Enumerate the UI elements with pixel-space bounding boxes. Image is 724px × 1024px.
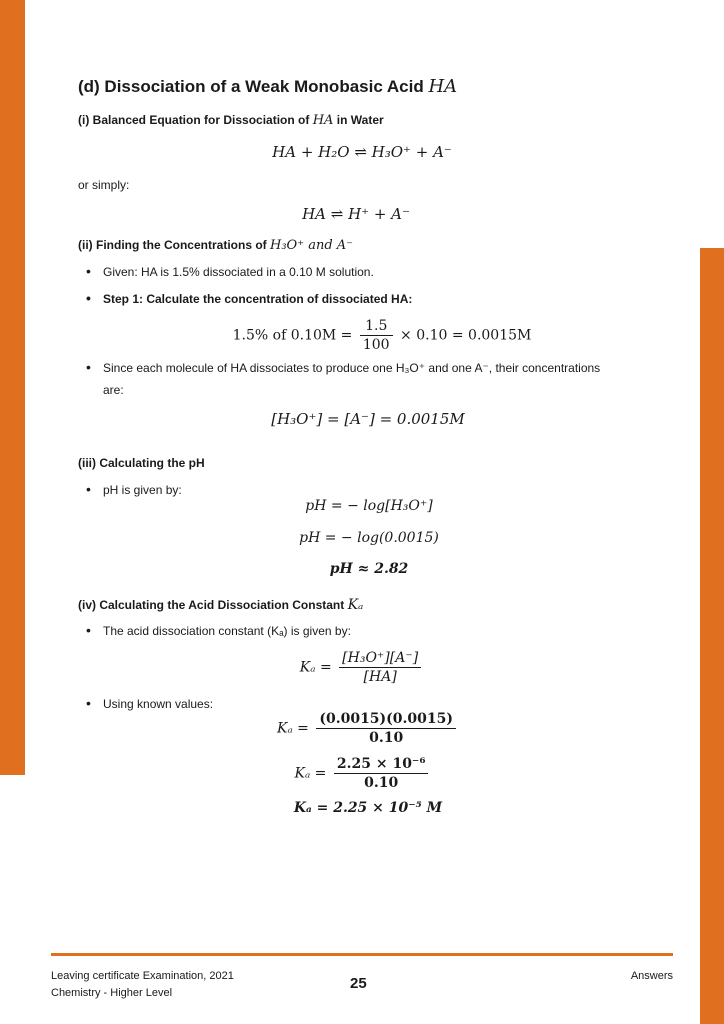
ph-bullet: • pH is given by: — [103, 483, 182, 497]
footer-exam: Leaving certificate Examination, 2021 — [51, 970, 234, 982]
part1-heading-suffix: in Water — [336, 113, 384, 127]
ka-calc-2 — [0, 756, 724, 791]
part1-heading — [78, 113, 384, 128]
known-values-bullet: • Using known values: — [103, 697, 213, 711]
part4-heading-prefix: (iv) Calculating the Acid Dissociation Constant — [78, 598, 345, 612]
ka-calc-1 — [0, 711, 724, 746]
footer-answers: Answers — [630, 970, 673, 982]
ph-equation-1: pH = − log[H₃O⁺] — [305, 498, 433, 514]
ka-calc-2-lhs: Kₐ = — [294, 765, 327, 782]
ph-equation-2: pH = − log(0.0015) — [299, 530, 439, 546]
ka-calc-1-numerator: (0.0015)(0.0015) — [316, 711, 456, 729]
ka-denominator: [HA] — [363, 669, 397, 685]
step1-denominator: 100 — [362, 337, 390, 353]
part1-heading-prefix: (i) Balanced Equation for Dissociation of — [78, 113, 310, 127]
part2-heading — [78, 238, 353, 253]
or-simply-text: or simply: — [78, 178, 130, 192]
ka-definition — [0, 650, 724, 685]
ka-calc-1-lhs: Kₐ = — [276, 720, 309, 737]
ka-calc-2-fraction — [334, 756, 429, 791]
section-title-symbol: HA — [428, 76, 458, 97]
footer-divider — [51, 953, 673, 956]
ka-lhs: Kₐ = — [299, 659, 332, 676]
page-number: 25 — [350, 975, 367, 992]
step1-lhs: 1.5% of 0.10M = — [232, 327, 353, 344]
part3-heading: (iii) Calculating the pH — [78, 456, 205, 470]
part2-heading-symbols: H₃O⁺ and A⁻ — [270, 238, 354, 253]
section-title-text: (d) Dissociation of a Weak Monobasic Acid — [78, 77, 424, 96]
ka-numerator: [H₃O⁺][A⁻] — [339, 650, 421, 668]
ka-calc-1-denominator: 0.10 — [369, 730, 404, 746]
ka-calc-2-denominator: 0.10 — [364, 775, 399, 791]
step1-rhs: × 0.10 = 0.0015M — [400, 327, 532, 344]
since-continuation: are: — [103, 383, 124, 397]
ph-result: pH ≈ 2.82 — [329, 561, 409, 577]
step1-bullet: • Step 1: Calculate the concentration of dissociated HA: — [103, 292, 412, 306]
footer-subject: Chemistry - Higher Level — [51, 987, 173, 999]
right-accent-bar — [700, 248, 724, 1024]
section-title — [78, 76, 457, 97]
step1-equation — [0, 318, 724, 353]
step1-numerator: 1.5 — [360, 318, 393, 336]
dissociation-equation: HA + H₂O ⇌ H₃O⁺ + A⁻ — [272, 143, 452, 161]
simple-equation: HA ⇌ H⁺ + A⁻ — [302, 205, 410, 223]
step1-fraction — [360, 318, 393, 353]
ka-bullet: • The acid dissociation constant (Kₐ) is given by: — [103, 624, 351, 638]
since-bullet: • Since each molecule of HA dissociates to produce one H₃O⁺ and one A⁻, their concentrations — [103, 361, 600, 375]
ka-result: Kₐ = 2.25 × 10⁻⁵ M — [293, 800, 443, 816]
given-bullet: • Given: HA is 1.5% dissociated in a 0.10 M solution. — [103, 265, 374, 279]
ka-fraction — [339, 650, 421, 685]
part2-heading-prefix: (ii) Finding the Concentrations of — [78, 238, 267, 252]
part4-heading — [78, 597, 363, 613]
concentration-equation: [H₃O⁺] = [A⁻] = 0.0015M — [271, 410, 465, 428]
part4-heading-symbol: Kₐ — [347, 597, 364, 613]
part1-heading-symbol: HA — [312, 113, 334, 128]
ka-calc-1-fraction — [316, 711, 456, 746]
ka-calc-2-numerator: 2.25 × 10⁻⁶ — [334, 756, 429, 774]
